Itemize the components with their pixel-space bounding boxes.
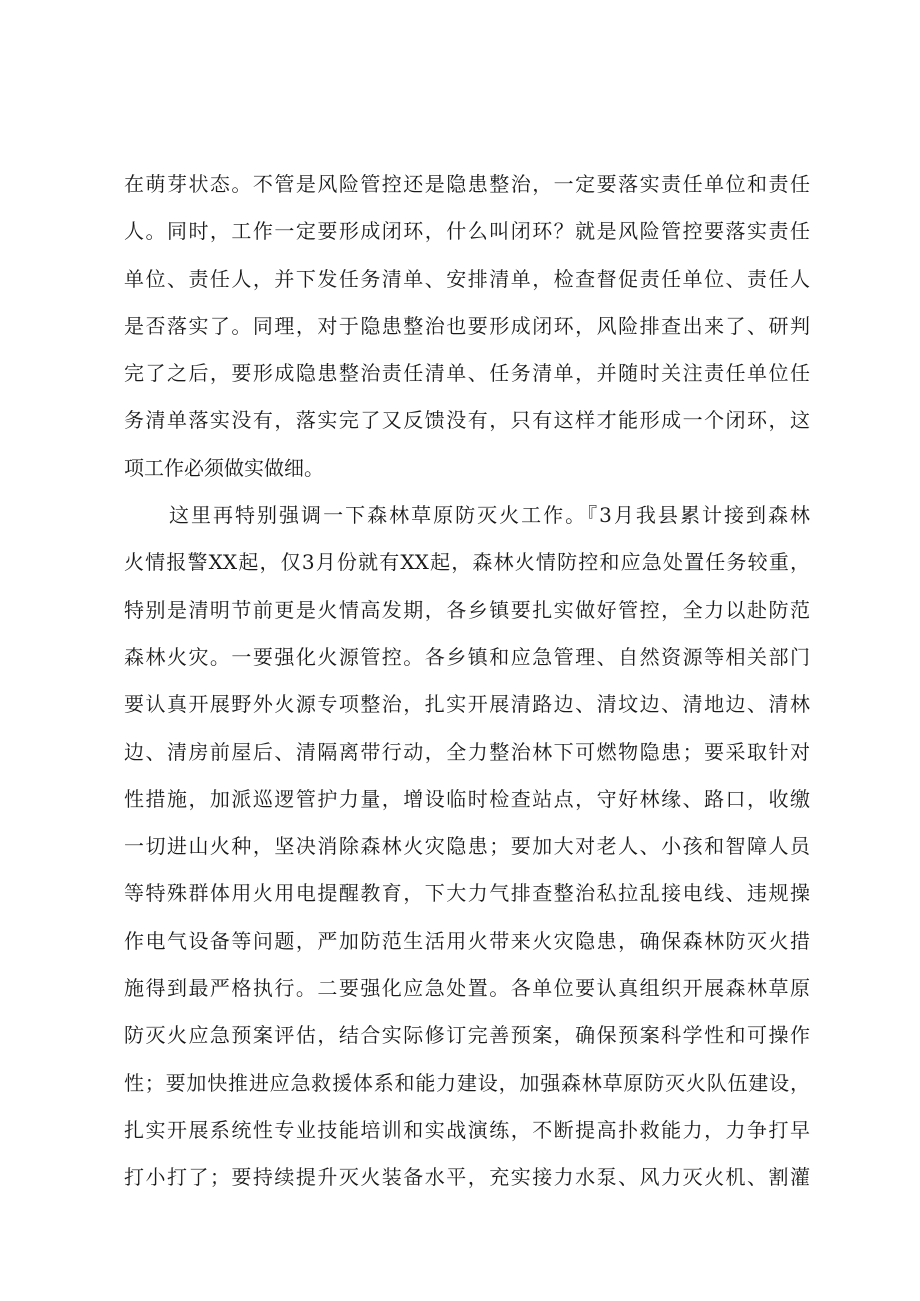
paragraph-1-line-2: 人。同时，工作一定要形成闭环，什么叫闭环？就是风险管控要落实责任 [124, 219, 810, 244]
paragraph-1-line-4: 是否落实了。同理，对于隐患整治也要形成闭环，风险排查出来了、研判 [124, 313, 810, 338]
paragraph-2-line-3: 特别是清明节前更是火情高发期，各乡镇要扎实做好管控，全力以赴防范 [124, 597, 810, 622]
paragraph-1-line-5: 完了之后，要形成隐患整治责任清单、任务清单，并随时关注责任单位任 [124, 361, 810, 386]
paragraph-1-line-1: 在萌芽状态。不管是风险管控还是隐患整治，一定要落实责任单位和责任 [124, 172, 810, 196]
paragraph-2-line-14: 扎实开展系统性专业技能培训和实战演练，不断提高扑救能力，力争打早 [124, 1117, 810, 1142]
paragraph-1-line-7: 项工作必须做实做细。 [124, 455, 324, 480]
paragraph-2-line-8: 一切进山火种，坚决消除森林火灾隐患；要加大对老人、小孩和智障人员 [124, 834, 810, 859]
paragraph-2-line-1: 这里再特别强调一下森林草原防灭火工作。『3月我县累计接到森林 [169, 503, 810, 528]
paragraph-2-line-15: 打小打了；要持续提升灭火装备水平，充实接力水泵、风力灭火机、割灌 [124, 1165, 810, 1190]
paragraph-2-line-12: 防灭火应急预案评估，结合实际修订完善预案，确保预案科学性和可操作 [124, 1023, 810, 1048]
paragraph-2-line-13: 性；要加快推进应急救援体系和能力建设，加强森林草原防灭火队伍建设， [124, 1070, 810, 1095]
paragraph-2-line-11: 施得到最严格执行。二要强化应急处置。各单位要认真组织开展森林草原 [124, 976, 810, 1001]
paragraph-2-line-7: 性措施，加派巡逻管护力量，增设临时检查站点，守好林缘、路口，收缴 [124, 786, 810, 811]
paragraph-2-line-5: 要认真开展野外火源专项整治，扎实开展清路边、清坟边、清地边、清林 [124, 692, 810, 717]
paragraph-1-line-6: 务清单落实没有，落实完了又反馈没有，只有这样才能形成一个闭环，这 [124, 408, 810, 433]
document-body [124, 161, 810, 1202]
paragraph-2-line-2: 火情报警XX起，仅3月份就有XX起，森林火情防控和应急处置任务较重， [124, 550, 810, 575]
paragraph-2-line-9: 等特殊群体用火用电提醒教育，下大力气排查整治私拉乱接电线、违规操 [124, 881, 810, 906]
paragraph-2-line-6: 边、清房前屋后、清隔离带行动，全力整治林下可燃物隐患；要采取针对 [124, 739, 810, 764]
paragraph-1-line-3: 单位、责任人，并下发任务清单、安排清单，检查督促责任单位、责任人 [124, 266, 810, 291]
paragraph-2-line-4: 森林火灾。一要强化火源管控。各乡镇和应急管理、自然资源等相关部门 [124, 644, 810, 669]
paragraph-2-line-10: 作电气设备等问题，严加防范生活用火带来火灾隐患，确保森林防灭火措 [124, 928, 810, 953]
